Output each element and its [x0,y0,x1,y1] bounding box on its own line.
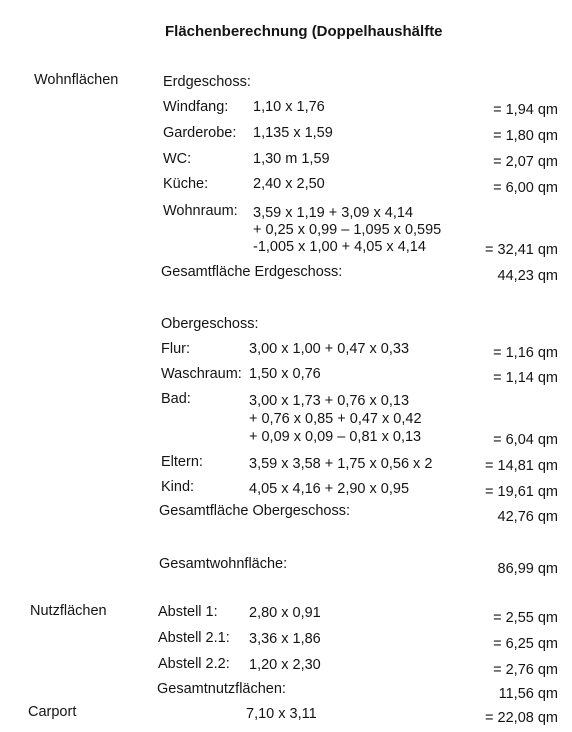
room-result: = 1,80 qm [493,128,558,144]
total-value: 11,56 qm [498,686,558,702]
room-result: = 19,61 qm [485,484,558,500]
room-result: = 6,00 qm [493,180,558,196]
total-value: 42,76 qm [497,509,558,525]
room-formula: 1,50 x 0,76 [249,366,321,382]
room-formula: 3,59 x 3,58 + 1,75 x 0,56 x 2 [249,456,433,472]
room-formula: 1,30 m 1,59 [253,151,330,167]
room-result: = 1,14 qm [493,370,558,386]
room-result: = 1,94 qm [493,102,558,118]
total-label: Gesamtnutzflächen: [157,681,286,697]
heading-obergeschoss: Obergeschoss: [161,316,259,332]
room-name: WC: [163,151,192,167]
room-name: Abstell 2.1: [158,630,230,646]
heading-erdgeschoss: Erdgeschoss: [163,74,251,90]
room-result: = 2,76 qm [493,662,558,678]
section-label-wohnflaechen: Wohnflächen [34,72,119,88]
room-result: = 6,25 qm [493,636,558,652]
room-result: = 6,04 qm [493,432,558,448]
room-result: = 32,41 qm [485,242,558,258]
room-name: Garderobe: [163,125,237,141]
room-formula: 2,80 x 0,91 [249,605,321,621]
room-formula: 3,00 x 1,73 + 0,76 x 0,13 [249,393,410,409]
room-formula: 1,135 x 1,59 [253,125,333,141]
section-label-carport: Carport [28,704,77,720]
room-name: Bad: [161,391,191,407]
room-formula: 3,59 x 1,19 + 3,09 x 4,14 [253,205,414,221]
room-name: Küche: [163,176,209,192]
room-name: Waschraum: [161,366,242,382]
room-formula: 1,20 x 2,30 [249,657,321,673]
room-name: Abstell 1: [158,604,218,620]
room-formula: + 0,76 x 0,85 + 0,47 x 0,42 [249,411,422,427]
room-name: Kind: [161,479,195,495]
section-label-nutzflaechen: Nutzflächen [30,603,107,619]
room-name: Eltern: [161,454,203,470]
room-formula: 4,05 x 4,16 + 2,90 x 0,95 [249,481,410,497]
room-formula: + 0,09 x 0,09 – 0,81 x 0,13 [249,429,422,445]
room-result: = 22,08 qm [485,710,558,726]
room-name: Abstell 2.2: [158,656,230,672]
grand-total-label: Gesamtwohnfläche: [159,556,288,572]
room-formula: 1,10 x 1,76 [253,99,325,115]
grand-total-value: 86,99 qm [497,561,558,577]
room-formula: 3,36 x 1,86 [249,631,321,647]
room-formula: -1,005 x 1,00 + 4,05 x 4,14 [253,239,426,255]
total-value: 44,23 qm [497,268,558,284]
room-result: = 1,16 qm [493,345,558,361]
room-result: = 2,55 qm [493,610,558,626]
room-formula: 2,40 x 2,50 [253,176,325,192]
room-name: Wohnraum: [163,203,238,219]
room-formula: + 0,25 x 0,99 – 1,095 x 0,595 [253,222,442,238]
room-name: Windfang: [163,99,229,115]
total-label: Gesamtfläche Erdgeschoss: [161,264,343,280]
room-name: Flur: [161,341,190,357]
room-result: = 2,07 qm [493,154,558,170]
page-title: Flächenberechnung (Doppelhaushälfte [165,23,443,40]
room-formula: 7,10 x 3,11 [246,706,317,722]
total-label: Gesamtfläche Obergeschoss: [159,503,351,519]
room-result: = 14,81 qm [485,458,558,474]
room-formula: 3,00 x 1,00 + 0,47 x 0,33 [249,341,410,357]
